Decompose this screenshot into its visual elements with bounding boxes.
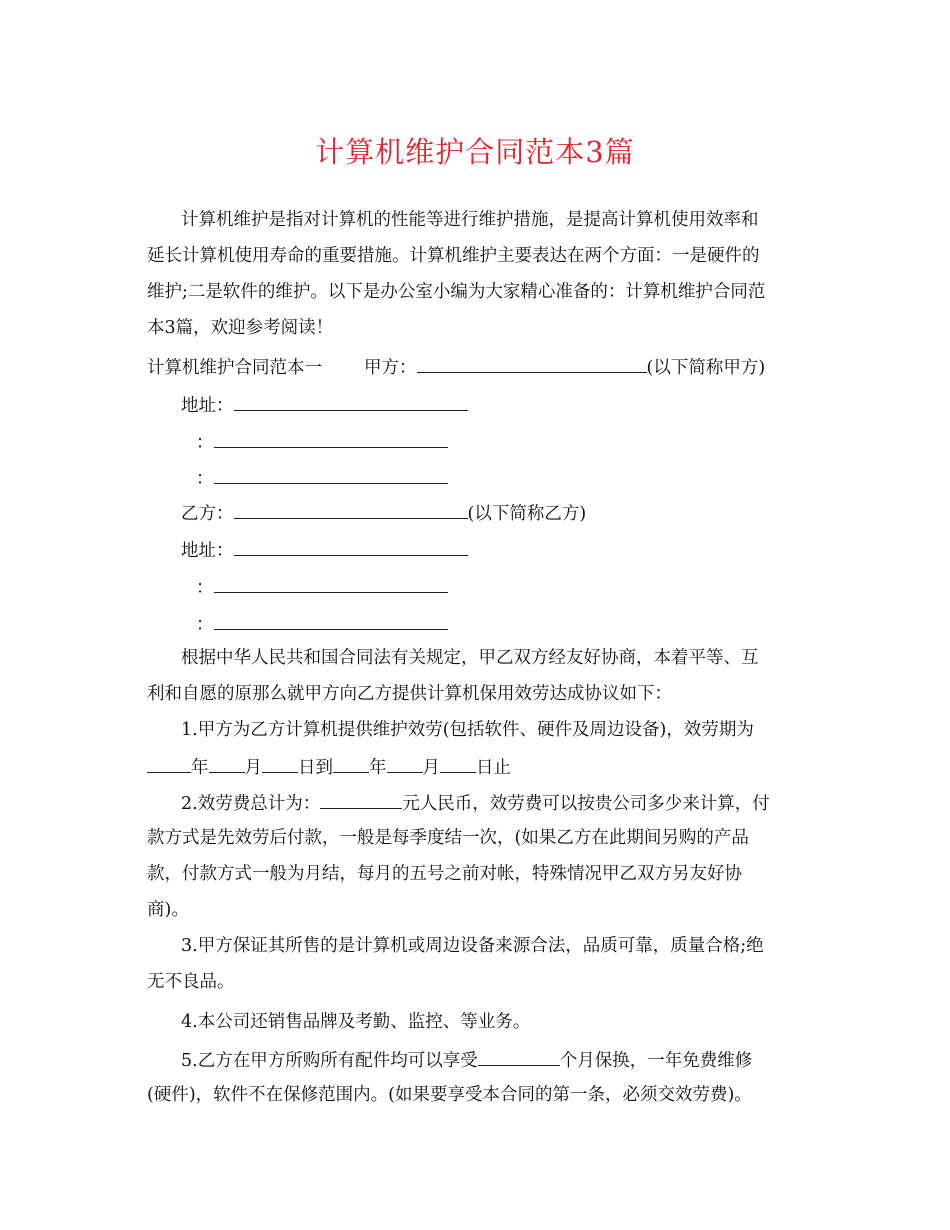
clause-2-first-line — [181, 790, 770, 816]
month-label: 月 — [422, 758, 440, 778]
field-colon: ： — [196, 578, 214, 598]
field-blank — [214, 429, 448, 448]
fee-blank — [320, 790, 402, 809]
field-blank — [214, 574, 448, 593]
clause-3-line: 3.甲方保证其所售的是计算机或周边设备来源合法，品质可靠，质量合格;绝 — [181, 936, 764, 956]
party-a-blank — [417, 354, 647, 373]
clause-2-prefix: 2.效劳费总计为： — [181, 794, 321, 814]
party-a-suffix: (以下简称甲方) — [646, 358, 766, 378]
clause-3-line: 无不良品。 — [147, 972, 235, 992]
field-colon: ： — [196, 469, 214, 489]
intro-line: 本3篇，欢迎参考阅读！ — [147, 318, 334, 338]
address-blank — [234, 537, 468, 556]
party-b-suffix: (以下简称乙方) — [467, 504, 587, 524]
clause-5-prefix: 5.乙方在甲方所购所有配件均可以享受 — [181, 1051, 478, 1071]
clause-5-line: (硬件)，软件不在保修范围内。(如果要享受本合同的第一条，必须交效劳费)。 — [147, 1085, 752, 1105]
party-b-field-row — [196, 611, 448, 637]
address-label: 地址： — [181, 396, 234, 416]
day-end-label: 日止 — [476, 758, 511, 778]
clause-2-line: 款方式是先效劳后付款，一般是每季度结一次，(如果乙方在此期间另购的产品 — [147, 828, 749, 848]
year-blank — [147, 754, 191, 773]
address-blank — [234, 392, 468, 411]
clause-5-first-line — [181, 1047, 752, 1073]
field-colon: ： — [196, 615, 214, 635]
party-a-address-row — [181, 392, 468, 418]
intro-line: 计算机维护是指对计算机的性能等进行维护措施，是提高计算机使用效率和 — [181, 210, 759, 230]
party-b-address-row — [181, 537, 468, 563]
address-label: 地址： — [181, 541, 234, 561]
contract-heading: 计算机维护合同范本一 — [147, 358, 322, 378]
clause-1-line: 1.甲方为乙方计算机提供维护效劳(包括软件、硬件及周边设备)，效劳期为 — [181, 720, 754, 740]
party-a-field-row — [196, 429, 448, 455]
clause-2-line: 款，付款方式一般为月结，每月的五号之前对帐，特殊情况甲乙双方另友好协 — [147, 864, 742, 884]
months-blank — [478, 1047, 560, 1066]
preamble-line: 根据中华人民共和国合同法有关规定，甲乙双方经友好协商，本着平等、互 — [181, 648, 759, 668]
contract-heading-row — [147, 354, 765, 380]
clause-2-suffix: 元人民币，效劳费可以按贵公司多少来计算，付 — [402, 794, 770, 814]
month-blank — [209, 754, 245, 773]
clause-4-line: 4.本公司还销售品牌及考勤、监控、等业务。 — [181, 1012, 531, 1032]
party-b-field-row — [196, 574, 448, 600]
clause-2-line: 商)。 — [147, 900, 189, 920]
day-blank — [440, 754, 476, 773]
party-b-blank — [234, 500, 468, 519]
clause-5-suffix: 个月保换，一年免费维修 — [559, 1051, 753, 1071]
year-label: 年 — [369, 758, 387, 778]
day-blank — [262, 754, 298, 773]
party-a-field-row — [196, 465, 448, 491]
preamble-line: 利和自愿的原那么就甲方向乙方提供计算机保用效劳达成协议如下： — [147, 684, 672, 704]
month-label: 月 — [244, 758, 262, 778]
intro-line: 延长计算机使用寿命的重要措施。计算机维护主要表达在两个方面：一是硬件的 — [147, 246, 760, 266]
party-b-label: 乙方： — [181, 504, 234, 524]
year-blank — [333, 754, 369, 773]
document-title: 计算机维护合同范本3篇 — [315, 135, 635, 169]
field-blank — [214, 611, 448, 630]
field-colon: ： — [196, 433, 214, 453]
clause-1-date-row — [147, 754, 511, 780]
field-blank — [214, 465, 448, 484]
day-to-label: 日到 — [298, 758, 333, 778]
party-b-row — [181, 500, 586, 526]
intro-line: 维护;二是软件的维护。以下是办公室小编为大家精心准备的：计算机维护合同范 — [147, 282, 766, 302]
month-blank — [387, 754, 423, 773]
year-label: 年 — [191, 758, 209, 778]
party-a-label: 甲方： — [364, 358, 417, 378]
